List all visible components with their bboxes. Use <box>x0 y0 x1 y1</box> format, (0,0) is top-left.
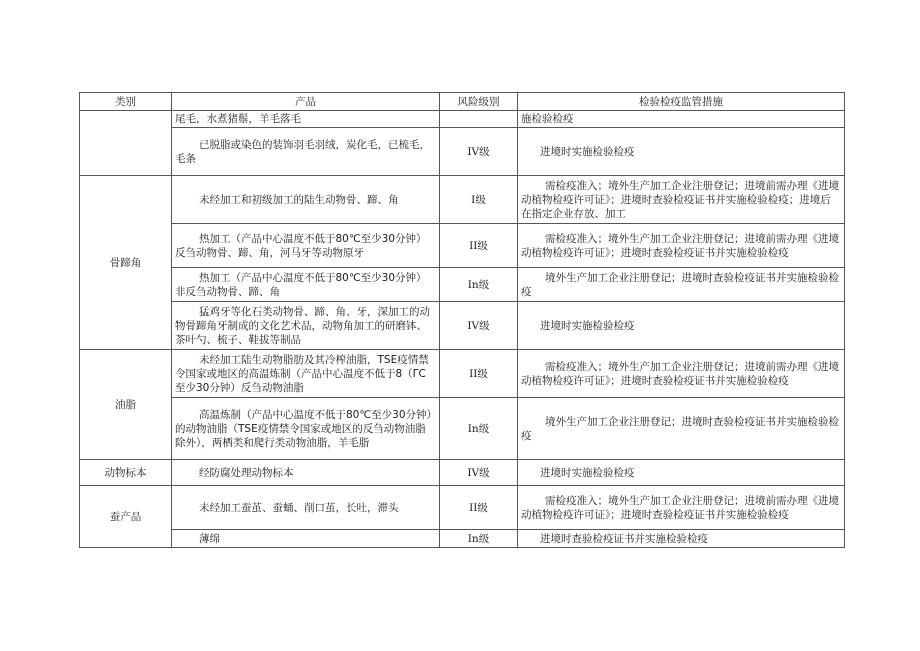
header-product: 产品 <box>172 93 440 111</box>
table-row <box>80 224 845 268</box>
table-row <box>80 111 845 128</box>
risk-cell: II级 <box>440 350 518 398</box>
risk-cell: II级 <box>440 486 518 530</box>
product-cell: 尾毛，水煮猪鬃，羊毛落毛 <box>172 111 440 128</box>
table-row <box>80 486 845 530</box>
measure-cell: 境外生产加工企业注册登记；进境时查验检疫证书并实施检验检疫 <box>518 268 845 302</box>
measure-cell: 进境时查验检疫证书并实施检验检疫 <box>518 530 845 548</box>
risk-cell: I级 <box>440 176 518 224</box>
measure-cell: 境外生产加工企业注册登记；进境时查验检疫证书并实施检验检疫 <box>518 398 845 460</box>
category-cell: 动物标本 <box>80 460 172 486</box>
category-cell: 骨蹄角 <box>80 176 172 350</box>
product-cell: 经防腐处理动物标本 <box>172 460 440 486</box>
measure-cell: 进境时实施检验检疫 <box>518 302 845 350</box>
table-row <box>80 460 845 486</box>
risk-table <box>79 92 845 548</box>
risk-cell: IV级 <box>440 460 518 486</box>
category-cell <box>80 111 172 176</box>
risk-cell: In级 <box>440 530 518 548</box>
table-row <box>80 302 845 350</box>
risk-cell: IV级 <box>440 302 518 350</box>
header-category: 类别 <box>80 93 172 111</box>
category-cell: 油脂 <box>80 350 172 460</box>
category-cell: 蚕产品 <box>80 486 172 548</box>
header-measures: 检验检疫监管措施 <box>518 93 845 111</box>
measure-cell: 进境时实施检验检疫 <box>518 460 845 486</box>
header-risk-level: 风险级别 <box>440 93 518 111</box>
measure-cell: 需检疫准入；境外生产加工企业注册登记；进境前需办理《进境动植物检疫许可证》；进境时查验检疫证书并实施检验检疫；进境后在指定企业存放、加工 <box>518 176 845 224</box>
product-cell: 高温炼制（产品中心温度不低于80℃至少30分钟）的动物油脂（TSE疫情禁令国家或地区的反刍动物油脂除外），两栖类和爬行类动物油脂，羊毛脂 <box>172 398 440 460</box>
product-cell: 未经加工陆生动物脂肪及其冷榨油脂，TSE疫情禁令国家或地区的高温炼制（产品中心温度不低于8（ΓC至少30分钟）反刍动物油脂 <box>172 350 440 398</box>
measure-cell: 需检疫准入；境外生产加工企业注册登记；进境前需办理《进境动植物检疫许可证》；进境时查验检疫证书并实施检验检疫 <box>518 350 845 398</box>
product-cell: 猛鸡牙等化石类动物骨、蹄、角、牙，深加工的动物骨蹄角牙制成的文化艺术品，动物角加工的研磨钵、茶叶勺、梳子、鞋拔等制品 <box>172 302 440 350</box>
measure-cell: 需检疫准入；境外生产加工企业注册登记；进境前需办理《进境动植物检疫许可证》；进境时查验检疫证书并实施检验检疫 <box>518 486 845 530</box>
measure-cell: 进境时实施检验检疫 <box>518 128 845 176</box>
risk-cell: IV级 <box>440 128 518 176</box>
table-row <box>80 128 845 176</box>
product-cell: 未经加工蚕茧、蚕蛹、削口茧，长吐，滞头 <box>172 486 440 530</box>
risk-cell: II级 <box>440 224 518 268</box>
table-header-row <box>80 93 845 111</box>
product-cell: 热加工（产品中心温度不低于80℃至少30分钟）非反刍动物骨、蹄、角 <box>172 268 440 302</box>
risk-cell: In级 <box>440 268 518 302</box>
product-cell: 已脱脂或染色的装饰羽毛羽绒，炭化毛，已梳毛，毛条 <box>172 128 440 176</box>
product-cell: 薄绵 <box>172 530 440 548</box>
table-row <box>80 530 845 548</box>
table-row <box>80 350 845 398</box>
measure-cell: 需检疫准入；境外生产加工企业注册登记；进境前需办理《进境动植物检疫许可证》；进境时查验检疫证书并实施检验检疫 <box>518 224 845 268</box>
table-row <box>80 398 845 460</box>
risk-cell: In级 <box>440 398 518 460</box>
product-cell: 未经加工和初级加工的陆生动物骨、蹄、角 <box>172 176 440 224</box>
measure-cell: 施检验检疫 <box>518 111 845 128</box>
table-row <box>80 176 845 224</box>
table-row <box>80 268 845 302</box>
risk-cell <box>440 111 518 128</box>
product-cell: 热加工（产品中心温度不低于80℃至少30分钟）反刍动物骨、蹄、角，河马牙等动物原牙 <box>172 224 440 268</box>
